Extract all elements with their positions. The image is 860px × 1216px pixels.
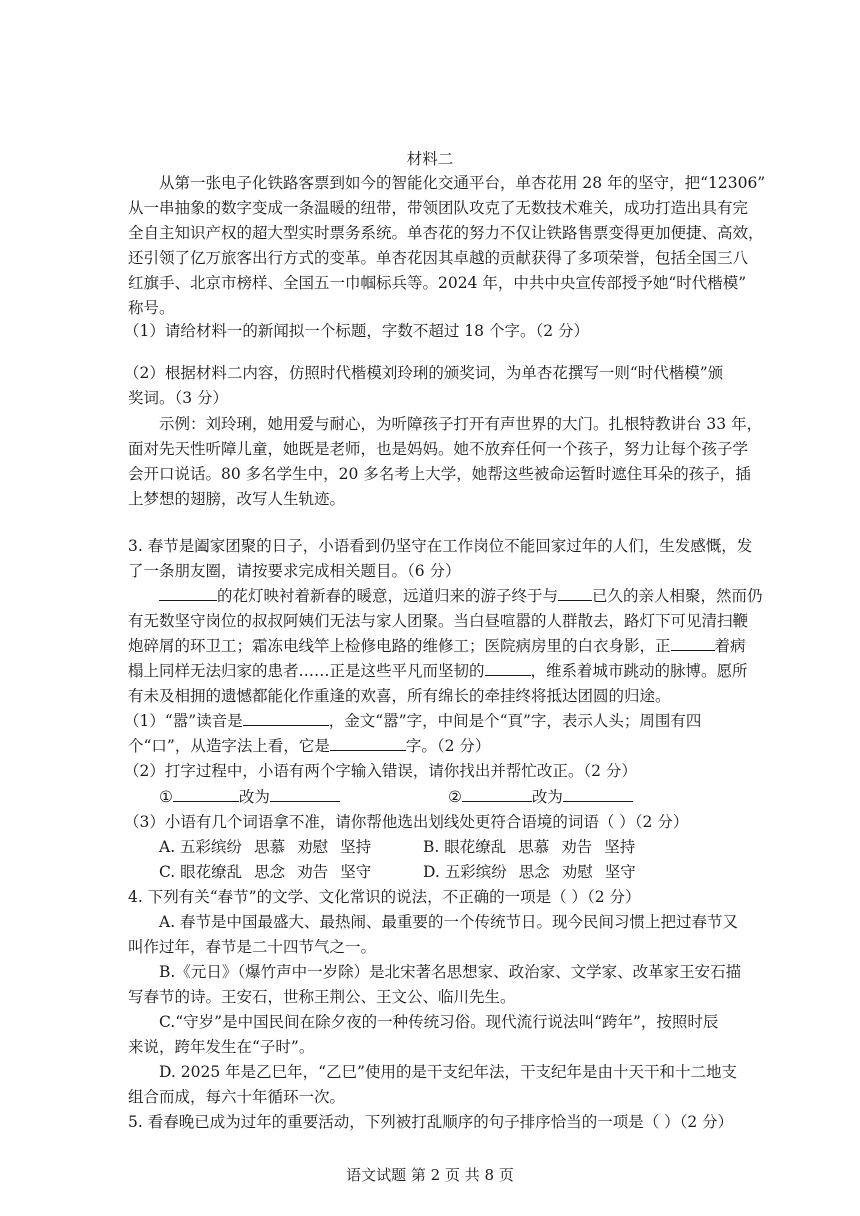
material-line: 红旗手、北京市榜样、全国五一巾帼标兵等。2024 年，中共中央宣传部授予她“时代楷模”: [128, 274, 747, 292]
method-blank[interactable]: [330, 735, 406, 751]
wrong-char-blank[interactable]: [173, 786, 239, 802]
option-a-cont: 叫作过年，春节是二十四节气之一。: [128, 938, 377, 956]
passage-line: 榻上同样无法归家的患者……正是这些平凡而坚韧的 ，维系着城市跳动的脉博。愿所: [128, 662, 748, 680]
pinyin-blank[interactable]: [243, 710, 329, 726]
passage-line: 的花灯映衬着新春的暖意，远道归来的游子终于与 已久的亲人相聚，然而仍: [159, 585, 763, 607]
blank-underline[interactable]: [159, 585, 217, 601]
option-a[interactable]: A. 春节是中国最盛大、最热闹、最重要的一个传统节日。现今民间习惯上把过春节又: [159, 913, 739, 931]
subquestion-line: （3）小语有几个词语拿不准，请你帮他选出划线处更符合语境的词语（ ）（2 分）: [124, 813, 689, 831]
example-line: 面对先天性听障儿童，她既是老师，也是妈妈。她不放弃任何一个孩子，努力让每个孩子学: [128, 440, 749, 458]
material-line: 从第一张电子化铁路客票到如今的智能化交通平台，单杏花用 28 年的坚守，把“12306”: [159, 174, 766, 192]
material-line: 从一串抽象的数字变成一条温暖的纽带，带领团队攻克了无数技术难关，成功打造出具有完: [128, 199, 749, 217]
wrong-char-blank[interactable]: [462, 786, 532, 802]
page-footer: 语文试题 第 2 页 共 8 页: [346, 1166, 514, 1184]
material-title: 材料二: [406, 150, 454, 168]
example-line: 示例：刘玲琍，她用爱与耐心，为听障孩子打开有声世界的大门。扎根特教讲台 33 年，: [159, 415, 763, 433]
correction-row: ② 改为: [448, 786, 633, 808]
subquestion-line: （1）“嚣”读音是 ，金文“嚣”字，中间是个“頁”字，表示人头；周围有四: [124, 712, 702, 730]
material-line: 称号。: [128, 299, 175, 317]
correct-char-blank[interactable]: [563, 786, 633, 802]
option-c[interactable]: C. 眼花缭乱 思念 劝告 坚守: [159, 863, 372, 881]
question-3-stem: 3. 春节是阖家团聚的日子，小语看到仍坚守在工作岗位不能回家过年的人们，生发感慨，发: [128, 537, 753, 555]
question-4-stem: 4. 下列有关“春节”的文学、文化常识的说法，不正确的一项是（ ）（2 分）: [128, 888, 641, 906]
option-c-cont: 来说，跨年发生在“子时”。: [128, 1038, 315, 1056]
example-line: 上梦想的翅膀，改写人生轨迹。: [128, 490, 346, 508]
subquestion-line: （2）打字过程中，小语有两个字输入错误，请你找出并帮忙改正。（2 分）: [124, 762, 637, 780]
material-line: 全自主知识产权的超大型实时票务系统。单杏花的努力不仅让铁路售票变得更加便捷、高效，: [128, 224, 764, 242]
option-a[interactable]: A. 五彩缤纷 思慕 劝慰 坚持: [159, 838, 372, 856]
correct-char-blank[interactable]: [270, 786, 340, 802]
passage-line: 有未及相拥的遗憾都能化作重逢的欢喜，所有绵长的牵挂终将抵达团圆的归途。: [128, 687, 671, 705]
material-line: 还引领了亿万旅客出行方式的变革。单杏花因其卓越的贡献获得了多项荣誉，包括全国三八: [128, 249, 749, 267]
subquestion-1: （1）请给材料一的新闻拟一个标题，字数不超过 18 个字。（2 分）: [124, 322, 589, 340]
option-d-cont: 组合而成，每六十年循环一次。: [128, 1088, 346, 1106]
option-c[interactable]: C.“守岁”是中国民间在除夕夜的一种传统习俗。现代流行说法叫“跨年”，按照时辰: [159, 1013, 719, 1031]
example-line: 会开口说话。80 多名学生中，20 多名考上大学，她帮这些被命运暂时遮住耳朵的孩子，插: [128, 465, 751, 483]
passage-line: 有无数坚守岗位的叔叔阿姨们无法与家人团聚。当白昼喧嚣的人群散去，路灯下可见清扫鞭: [128, 612, 749, 630]
passage-line: 炮碎屑的环卫工；霜冻电线竿上检修电路的维修工；医院病房里的白衣身影，正 着病: [128, 637, 746, 655]
option-b[interactable]: B.《元日》（爆竹声中一岁除）是北宋著名思想家、政治家、文学家、改革家王安石描: [159, 963, 742, 981]
question-5-stem: 5. 看春晚已成为过年的重要活动，下列被打乱顺序的句子排序恰当的一项是（ ）（2 分）: [128, 1113, 734, 1131]
option-b-cont: 写春节的诗。王安石，世称王荆公、王文公、临川先生。: [128, 988, 516, 1006]
option-d[interactable]: D. 五彩缤纷 思念 劝慰 坚守: [423, 863, 636, 881]
subquestion-2: 奖词。（3 分）: [128, 389, 229, 407]
option-d[interactable]: D. 2025 年是乙巳年，“乙巳”使用的是干支纪年法，干支纪年是由十天干和十二地支: [159, 1063, 737, 1081]
question-3-stem: 了一条朋友圈，请按要求完成相关题目。（6 分）: [128, 562, 461, 580]
blank-underline[interactable]: [671, 635, 715, 651]
option-b[interactable]: B. 眼花缭乱 思慕 劝告 坚持: [423, 838, 636, 856]
subquestion-2: （2）根据材料二内容，仿照时代楷模刘玲琍的颁奖词，为单杏花撰写一则“时代楷模”颁: [124, 364, 724, 382]
blank-underline[interactable]: [485, 660, 531, 676]
correction-row: ① 改为: [159, 786, 340, 808]
blank-underline[interactable]: [558, 585, 592, 601]
subquestion-line: 个“口”，从造字法上看，它是 字。（2 分）: [128, 737, 491, 755]
